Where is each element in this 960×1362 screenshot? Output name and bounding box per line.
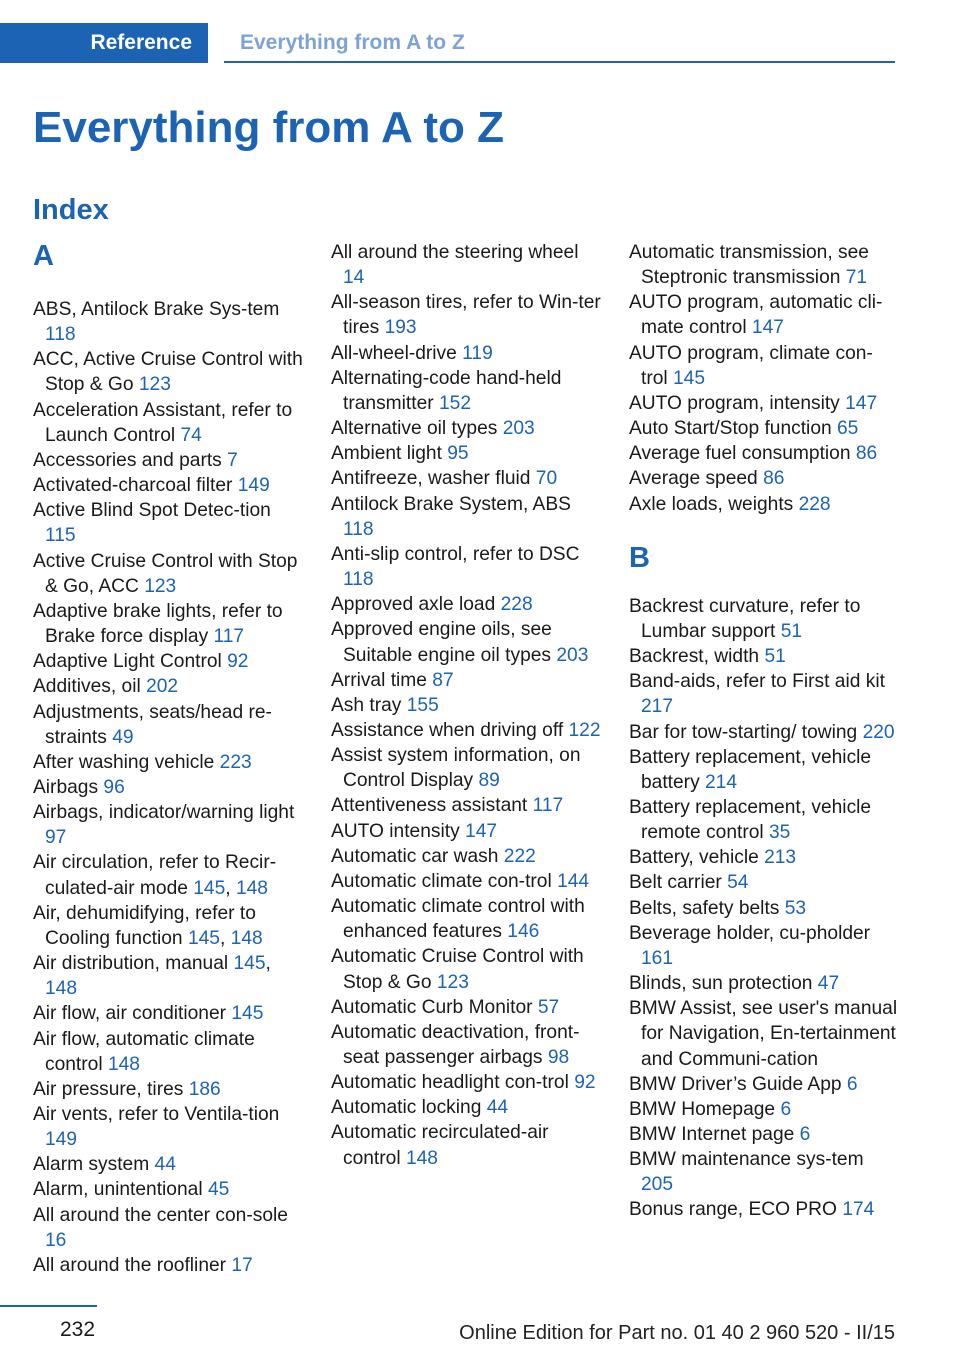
- index-entry-text: Acceleration Assistant, refer to Launch Control: [33, 399, 293, 446]
- index-entry-text: Adjustments, seats/head re‐straints: [33, 701, 272, 748]
- page-reference-link[interactable]: 145: [187, 927, 220, 949]
- index-entry-text: Belt carrier: [629, 872, 722, 894]
- page-reference-link[interactable]: 148: [107, 1053, 140, 1075]
- index-entry: [33, 1203, 303, 1253]
- index-entry-text: Antifreeze, washer fluid: [331, 468, 531, 490]
- page-reference-link[interactable]: 16: [45, 1229, 67, 1251]
- index-entry-text: All around the center con‐sole: [33, 1204, 288, 1226]
- section-label: Reference: [90, 31, 192, 54]
- index-entry: [331, 869, 601, 894]
- index-entry: [33, 599, 303, 649]
- index-entry: [629, 1122, 899, 1147]
- index-entry: [33, 347, 303, 397]
- index-entry-text: Air vents, refer to Ventila‐tion: [33, 1104, 280, 1125]
- index-entry: [33, 1027, 303, 1077]
- index-entry-text: Air, dehumidifying, refer to Cooling function: [33, 902, 256, 949]
- index-entry-text: Alternative oil types: [331, 418, 498, 440]
- index-entry-text: AUTO intensity: [331, 820, 460, 842]
- index-entry-text: AUTO program, intensity: [629, 392, 840, 414]
- index-entry: [629, 290, 899, 340]
- index-entry-text: BMW maintenance sys‐tem: [629, 1149, 864, 1171]
- page-reference-link[interactable]: 54: [727, 872, 749, 894]
- index-entry: [629, 441, 899, 466]
- page-reference-link[interactable]: 87: [432, 669, 454, 691]
- index-entry-text: Ambient light: [331, 443, 442, 465]
- index-entry: [331, 1070, 601, 1095]
- page-reference-link[interactable]: 35: [768, 822, 791, 844]
- index-entry: [331, 290, 601, 340]
- page-reference-link[interactable]: 205: [641, 1174, 674, 1196]
- index-entry-text: Automatic climate control with enhanced features: [331, 896, 585, 943]
- index-entry: [33, 800, 303, 850]
- index-entry-text: ACC, Active Cruise Control with Stop & Go: [33, 349, 303, 396]
- index-entry: [629, 720, 899, 745]
- page-reference-link[interactable]: 193: [384, 317, 417, 339]
- index-entry: [629, 996, 899, 1071]
- page-reference-link[interactable]: 123: [144, 575, 177, 597]
- index-entry-text: Active Blind Spot Detec‐tion: [33, 500, 271, 522]
- footer-edition: Online Edition for Part no. 01 40 2 960 520 - II/15: [459, 1322, 895, 1344]
- page-reference-link[interactable]: 117: [213, 626, 245, 648]
- page-reference-link[interactable]: 71: [845, 267, 868, 289]
- index-entry-text: Battery replacement, vehicle battery: [629, 746, 872, 793]
- page-reference-link[interactable]: 145: [673, 367, 706, 389]
- index-entry: [629, 845, 899, 870]
- index-entry-text: Anti-slip control, refer to DSC: [331, 543, 580, 565]
- index-entry: [33, 1077, 303, 1102]
- index-entry: [331, 441, 601, 466]
- index-entry: [331, 743, 601, 793]
- index-letter-heading: B: [629, 541, 650, 574]
- index-entry: [331, 341, 601, 366]
- index-entry-text: All-wheel-drive: [331, 342, 457, 364]
- page-reference-link[interactable]: 51: [764, 646, 786, 668]
- index-entry-text: Ash tray: [331, 694, 402, 716]
- page-reference-link[interactable]: 123: [436, 971, 469, 993]
- index-entry: [33, 1253, 303, 1278]
- index-entry-text: Approved engine oils, see Suitable engine oil types: [331, 619, 552, 666]
- index-entry-text: Attentiveness assistant: [331, 795, 528, 817]
- index-entry-text: BMW Driver’s Guide App: [629, 1073, 842, 1095]
- index-entry-text: Bonus range, ECO PRO: [629, 1199, 837, 1221]
- index-entry-text: Assist system information, on Control Display: [331, 745, 581, 792]
- index-entry: [629, 921, 899, 971]
- index-entry: [629, 492, 899, 517]
- page-reference-link[interactable]: 145: [193, 877, 226, 899]
- page-reference-link[interactable]: 147: [751, 317, 784, 339]
- index-entry: [33, 297, 303, 347]
- page-reference-link[interactable]: 74: [180, 424, 202, 446]
- index-entry-text: Auto Start/Stop function: [629, 418, 832, 440]
- page-reference-link[interactable]: 17: [231, 1254, 253, 1276]
- page-reference-link[interactable]: 147: [845, 392, 878, 414]
- page-reference-link[interactable]: 152: [438, 392, 471, 414]
- index-entry: [33, 1177, 303, 1202]
- index-entry-text: Alternating-code hand-held transmitter: [331, 367, 562, 414]
- page-reference-link[interactable]: 96: [103, 776, 125, 798]
- index-entry-text: Adaptive brake lights, refer to Brake force display: [33, 600, 283, 648]
- page-reference-link[interactable]: 146: [507, 921, 540, 943]
- index-entry: [629, 1197, 899, 1222]
- page-number: 232: [60, 1318, 96, 1341]
- index-entry: [629, 416, 899, 441]
- index-entry-text: Accessories and parts: [33, 449, 222, 471]
- index-entry-text: Active Cruise Control with Stop & Go, ACC: [33, 550, 298, 597]
- index-entry-text: Band-aids, refer to First aid kit: [629, 671, 885, 693]
- index-entry-text: Automatic Curb Monitor: [331, 996, 533, 1018]
- index-entry: Air, dehumidifying, refer to Cooling function 145, 148: [33, 902, 263, 949]
- index-entry: [331, 793, 601, 818]
- index-entry-text: Automatic deactivation, front-seat passenger airbags: [331, 1021, 580, 1068]
- index-letter-heading: A: [33, 240, 54, 272]
- index-entry-text: Battery, vehicle: [629, 847, 759, 869]
- index-entry: [629, 1097, 899, 1122]
- index-entry-text: Airbags: [33, 776, 99, 798]
- page-reference-link[interactable]: 49: [112, 726, 134, 748]
- section-tab: [0, 23, 208, 63]
- page-reference-link[interactable]: 148: [235, 877, 268, 899]
- index-entry: [33, 700, 303, 750]
- index-entry: [331, 466, 601, 491]
- index-entry: [33, 549, 303, 599]
- page-reference-link[interactable]: 228: [798, 493, 831, 515]
- page-reference-link[interactable]: 53: [784, 897, 807, 919]
- page-reference-link[interactable]: 202: [146, 676, 179, 698]
- index-entry-text: BMW Assist, see user's manual for Navigation, En‐tertainment and Communi‐cation: [629, 998, 898, 1070]
- index-entry: [629, 391, 899, 416]
- page-reference-link[interactable]: 118: [343, 518, 374, 540]
- index-column-2: [331, 240, 601, 1171]
- index-entry-text: Bar for tow-starting/ towing: [629, 721, 858, 743]
- index-entry: [331, 1120, 601, 1170]
- index-entry: [331, 944, 601, 994]
- page-reference-link[interactable]: 86: [763, 468, 785, 490]
- page-reference-link[interactable]: 144: [557, 870, 590, 892]
- index-entry: [331, 1020, 601, 1070]
- index-entry-text: Automatic locking: [331, 1097, 482, 1119]
- page-reference-link[interactable]: 86: [855, 443, 878, 465]
- index-entry-text: Beverage holder, cu‐pholder: [629, 922, 871, 944]
- page-reference-link[interactable]: 118: [343, 569, 374, 591]
- page-title: Everything from A to Z: [33, 103, 504, 152]
- index-entry: [33, 750, 303, 775]
- page-reference-link[interactable]: 57: [537, 996, 560, 1018]
- index-entry-text: Automatic climate con‐trol: [331, 870, 552, 892]
- index-entry-text: Automatic headlight con‐trol: [331, 1072, 569, 1094]
- index-entry: [33, 674, 303, 699]
- index-entry: [33, 498, 303, 548]
- page-reference-link[interactable]: 14: [343, 267, 365, 289]
- index-entry-text: Average fuel consumption: [629, 443, 851, 465]
- index-heading: Index: [33, 194, 109, 226]
- index-entry: [629, 1147, 899, 1197]
- index-entry: [629, 240, 899, 290]
- page-reference-link[interactable]: 186: [188, 1078, 221, 1100]
- index-entry-text: After washing vehicle: [33, 751, 215, 773]
- page-reference-link[interactable]: 51: [780, 620, 803, 642]
- index-entry-text: Automatic car wash: [331, 845, 499, 867]
- page-reference-link[interactable]: 118: [45, 324, 76, 346]
- index-entry: [33, 1001, 303, 1026]
- page-reference-link[interactable]: 203: [502, 418, 535, 440]
- index-entry-text: Alarm system: [33, 1154, 150, 1176]
- index-entry-text: Adaptive Light Control: [33, 651, 222, 673]
- index-entry: [629, 466, 899, 491]
- page-reference-link[interactable]: 6: [846, 1073, 858, 1095]
- page-reference-link[interactable]: 115: [45, 525, 76, 547]
- index-entry-text: Blinds, sun protection: [629, 973, 813, 995]
- index-entry-text: Battery replacement, vehicle remote control: [629, 796, 872, 844]
- index-entry-text: Air circulation, refer to Recir‐culated-air mode: [33, 852, 277, 899]
- page-reference-link[interactable]: 45: [207, 1179, 230, 1201]
- page-reference-link[interactable]: 145: [233, 953, 266, 975]
- page-reference-link[interactable]: 155: [406, 694, 439, 716]
- index-entry: [331, 894, 601, 944]
- index-entry-text: Activated-charcoal filter: [33, 475, 233, 497]
- index-entry-text: Automatic Cruise Control with Stop & Go: [331, 946, 584, 993]
- page-reference-link[interactable]: 97: [45, 827, 67, 849]
- page-reference-link[interactable]: 119: [462, 342, 493, 364]
- index-entry: [629, 870, 899, 895]
- index-entry: [629, 745, 899, 795]
- index-entry-text: AUTO program, automatic cli‐mate control: [629, 292, 883, 339]
- index-entry: [331, 416, 601, 441]
- index-entry: [331, 819, 601, 844]
- index-entry-text: Arrival time: [331, 669, 427, 691]
- page-reference-link[interactable]: 92: [227, 651, 249, 673]
- index-entry: [33, 1102, 303, 1152]
- index-entry: [331, 844, 601, 869]
- page-reference-link[interactable]: 222: [503, 845, 536, 867]
- index-entry: [331, 693, 601, 718]
- page-reference-link[interactable]: 95: [447, 443, 469, 465]
- page-reference-link[interactable]: 117: [532, 795, 564, 817]
- index-entry-text: ABS, Antilock Brake Sys‐tem: [33, 299, 280, 320]
- index-entry: [33, 473, 303, 498]
- page-reference-link[interactable]: 148: [405, 1147, 438, 1169]
- index-entry: [629, 341, 899, 391]
- index-entry-text: BMW Internet page: [629, 1124, 795, 1145]
- index-entry: [629, 896, 899, 921]
- index-entry: [629, 669, 899, 719]
- index-entry-text: Air pressure, tires: [33, 1078, 184, 1100]
- page-reference-link[interactable]: 213: [764, 847, 797, 869]
- index-entry-text: Backrest, width: [629, 646, 760, 668]
- index-entry-text: All-season tires, refer to Win‐ter tires: [331, 292, 601, 339]
- index-entry-text: Belts, safety belts: [629, 897, 780, 919]
- index-entry-text: All around the roofliner: [33, 1254, 227, 1276]
- index-entry: [331, 366, 601, 416]
- index-entry-text: Automatic transmission, see Steptronic transmission: [629, 242, 869, 289]
- page-reference-link[interactable]: 148: [230, 927, 263, 949]
- page-reference-link[interactable]: 228: [500, 594, 533, 616]
- page-reference-link[interactable]: 98: [547, 1047, 570, 1068]
- index-entry-text: Air distribution, manual: [33, 953, 229, 975]
- header-title: Everything from A to Z: [240, 31, 465, 54]
- page-reference-link[interactable]: 65: [837, 418, 859, 440]
- index-entry-text: Antilock Brake System, ABS: [331, 493, 571, 515]
- page-reference-link[interactable]: 145: [231, 1003, 264, 1025]
- page-reference-link[interactable]: 47: [817, 973, 840, 995]
- page-reference-link[interactable]: 70: [535, 468, 558, 490]
- index-entry-text: Additives, oil: [33, 676, 141, 698]
- index-entry-text: Axle loads, weights: [629, 493, 794, 515]
- index-column-3: [629, 240, 899, 1223]
- index-entry: Air distribution, manual 145, 148: [33, 953, 271, 1000]
- index-entry: [331, 592, 601, 617]
- index-entry: [33, 398, 303, 448]
- index-entry-text: Automatic recirculated-air control: [331, 1122, 549, 1169]
- page-reference-link[interactable]: 89: [478, 770, 500, 792]
- index-entry: [629, 594, 899, 644]
- index-entry-text: Approved axle load: [331, 594, 496, 616]
- index-entry: [331, 240, 601, 290]
- page-reference-link[interactable]: 6: [780, 1098, 792, 1120]
- page-reference-link[interactable]: 203: [556, 644, 589, 666]
- index-entry-text: Alarm, unintentional: [33, 1179, 203, 1201]
- index-entry: [33, 649, 303, 674]
- page-reference-link[interactable]: 217: [641, 696, 674, 718]
- index-entry-text: AUTO program, climate con‐trol: [629, 342, 873, 389]
- header-rule: [224, 61, 895, 63]
- index-entry: [331, 995, 601, 1020]
- page-reference-link[interactable]: 174: [842, 1199, 875, 1221]
- index-entry: Air circulation, refer to Recir‐culated-air mode 145, 148: [33, 852, 277, 899]
- index-entry: [331, 492, 601, 542]
- page-reference-link[interactable]: 123: [138, 374, 171, 396]
- page-reference-link[interactable]: 214: [705, 771, 738, 793]
- index-entry-text: BMW Homepage: [629, 1098, 776, 1120]
- index-entry: [331, 617, 601, 667]
- index-entry-text: Backrest curvature, refer to Lumbar support: [629, 595, 861, 642]
- index-entry: [629, 1072, 899, 1097]
- page-reference-link[interactable]: 92: [574, 1072, 596, 1094]
- page-reference-link[interactable]: 44: [486, 1097, 509, 1119]
- index-entry-text: Air flow, air conditioner: [33, 1003, 227, 1025]
- index-entry: [33, 1152, 303, 1177]
- page-reference-link[interactable]: 161: [641, 947, 674, 969]
- index-entry-text: Airbags, indicator/warning light: [33, 802, 295, 824]
- index-entry: [629, 971, 899, 996]
- page-reference-link[interactable]: 6: [799, 1124, 811, 1145]
- index-entry: [629, 644, 899, 669]
- page-reference-link[interactable]: 149: [237, 475, 270, 497]
- index-entry-text: All around the steering wheel: [331, 242, 579, 263]
- index-entry: [331, 542, 601, 592]
- index-entry: [33, 775, 303, 800]
- index-entry: [331, 1095, 601, 1120]
- index-entry: [629, 795, 899, 845]
- page-reference-link[interactable]: 147: [465, 820, 498, 842]
- index-entry: [331, 718, 601, 743]
- page-reference-link[interactable]: 44: [154, 1154, 176, 1176]
- page-reference-link[interactable]: 149: [45, 1129, 78, 1151]
- page-reference-link[interactable]: 220: [862, 721, 895, 743]
- index-entry-text: Air flow, automatic climate control: [33, 1028, 255, 1075]
- footer-rule: [0, 1305, 97, 1307]
- page-reference-link[interactable]: 7: [227, 449, 238, 471]
- index-column-1: [33, 240, 303, 1278]
- index-entry: [331, 668, 601, 693]
- page-reference-link[interactable]: 223: [219, 751, 252, 773]
- page-reference-link[interactable]: 122: [568, 719, 601, 741]
- page-reference-link[interactable]: 148: [45, 978, 78, 1000]
- index-entry-text: Assistance when driving off: [331, 719, 564, 741]
- index-entry-text: Average speed: [629, 468, 758, 490]
- index-entry: [33, 448, 303, 473]
